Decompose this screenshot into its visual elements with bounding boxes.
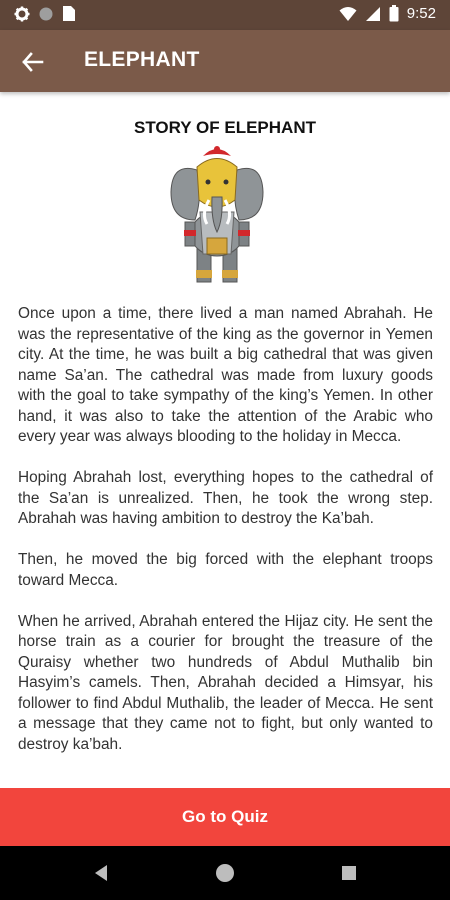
battery-icon [389,5,399,22]
circle-icon [38,6,54,22]
status-left-icons [14,5,76,22]
back-triangle-icon[interactable] [90,862,112,884]
back-button[interactable] [18,47,48,77]
cell-signal-icon [365,6,381,22]
story-text [18,304,433,776]
story-title: STORY OF ELEPHANT [134,118,316,137]
system-nav-bar [0,846,450,900]
status-bar [0,0,450,30]
status-right-icons [339,5,436,22]
sim-card-icon [62,5,76,22]
story-paragraph-1: Once upon a time, there lived a man named Abrahah. He was the representative of the king as the governor in Yemen city. At the time, he was built a big cathedral that was given name Sa’an. The cathedral was made from luxury goods with the goal to take sympathy of the king’s Yemen. In other hand, it was also to take the attention of the Arabic who every year was always blooding to the holiday in Mecca. [18,305,433,445]
home-circle-icon[interactable] [214,862,236,884]
story-paragraph-3: Then, he moved the big forced with the elephant troops toward Mecca. [18,551,433,589]
gear-icon [14,6,30,22]
story-paragraph-4: When he arrived, Abrahah entered the Hijaz city. He sent the horse train as a courier for brought the treasure of the Quraisy whether two hundreds of Abdul Muthalib bin Hasyim’s camels. Then, Abrahah decided a Himsyar, his follower to find Abdul Muthalib, the leader of Mecca. He sent a message that they came not to fight, but only wanted to destroy ka’bah. [18,612,433,753]
recents-square-icon[interactable] [338,862,360,884]
wifi-icon [339,6,357,22]
story-content[interactable] [0,92,450,788]
app-title: ELEPHANT [84,48,200,71]
arrow-back-icon [18,47,48,77]
story-paragraph-2: Hoping Abrahah lost, everything hopes to the cathedral of the Sa’an is unrealized. Then, he took the wrong step. Abrahah was having ambition to destroy the Ka’bah. [18,469,433,527]
elephant-illustration [167,142,267,290]
go-to-quiz-button[interactable]: Go to Quiz [0,788,450,846]
app-bar [0,30,450,92]
status-time: 9:52 [406,5,436,22]
